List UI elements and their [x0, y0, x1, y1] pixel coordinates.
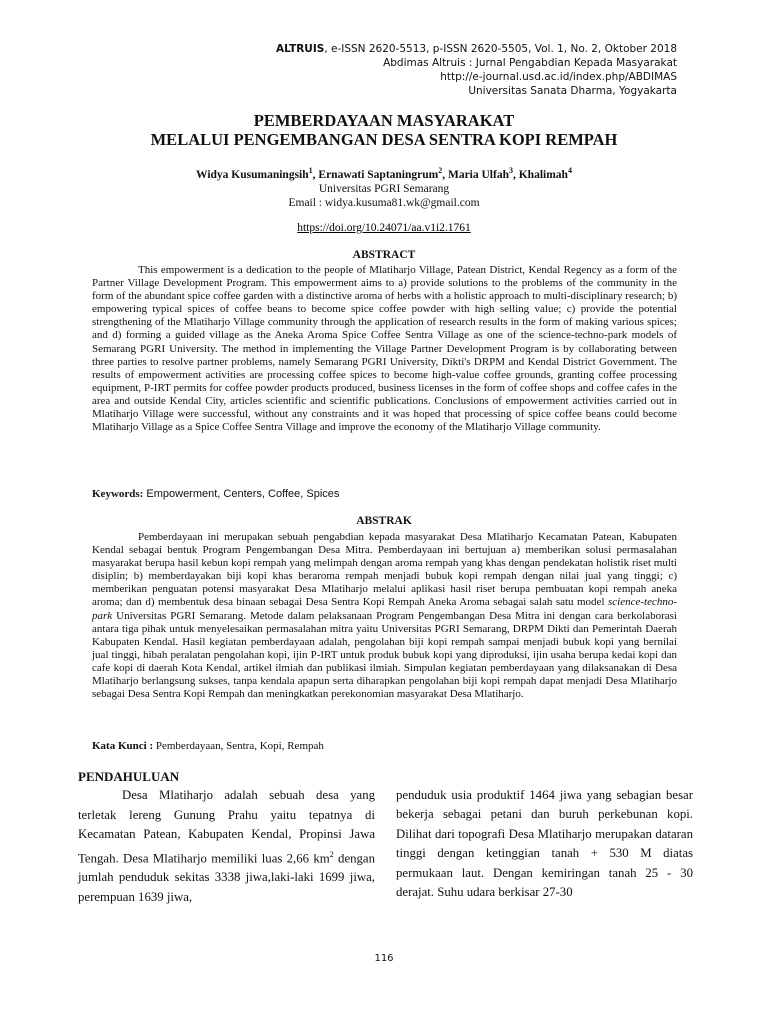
abstract-body: [92, 264, 677, 434]
abstract-heading: ABSTRACT: [352, 249, 416, 261]
keywords-line: [92, 488, 677, 500]
abstract-text: This empowerment is a dedication to the people of Mlatiharjo Village, Patean District, Kendal Regency as a form of the Partner Village Development Program. This empowerment aims to a) provide solutions to the problems of the community in the form of the abundant spice coffee garden with a distinctive aroma of herbs with a holistic approach to multi-disciplinary research; b) empowering typical spices of coffee beans to become spice coffee powder with high selling value; c) provide the potential strengthening of the Mlatiharjo Village community through the application of research results in the form of making various spices; and d) forming a guided village as the Aneka Aroma Spice Coffee Sentra Village as one of the science-techno-park models of Semarang PGRI University. The method in implementing the Village Partner Development Program is by collaborating between three parties to resolve partner problems, namely Semarang PGRI University, Dikti's DRPM and Kendal District Government. The results of empowerment activities are processing coffee spices to become high-value coffee grounds, granting coffee processing equipment, P-IRT permits for coffee powder products produced, business licenses in the form of coffee shops and coffee cafes in the area and outside Kendal City, articles scientific and scientific publications. Conclusions of empowerment activities carried out in Mlatiharjo Village were successful, without any constraints and it was hoped that processing of spice coffee beans could become Mlatiharjo Village as a Spice Coffee Sentra Village and improve the economy of the Mlatiharjo Village community.: [92, 264, 677, 434]
title-line-1: PEMBERDAYAAN MASYARAKAT: [253, 111, 515, 130]
abstrak-italic: science-techno-park: [92, 596, 677, 622]
journal-header: [276, 42, 677, 98]
email: Email : widya.kusuma81.wk@gmail.com: [288, 196, 480, 209]
author-names: [0, 164, 768, 182]
abstrak-text-1: Pemberdayaan ini merupakan sebuah pengabdian kepada masyarakat Desa Mlatiharjo Kecamatan Patean, Kabupaten Kendal sebagai bentuk Program Pengembangan Desa Mitra. Pemberdayaan ini bertujuan a) memberikan solusi permasalahan masyarakat berupa hasil kebun kopi rempah yang melimpah dengan aroma rempah yang khas dengan pendekatan holistik riset multi disiplin; b) memberdayakan biji kopi khas beraroma rempah menjadi bubuk kopi rempah dengan nilai jual yang tinggi; c) memberikan penguatan potensi masyarakat Desa Mlatiharjo melalui aplikasi hasil riset berupa pembuatan kopi rempah aneka aroma; dan d) membentuk desa binaan sebagai Desa Sentra Kopi Rempah Aneka Aroma sebagai salah satu model: [92, 531, 677, 609]
intro-right-text: penduduk usia produktif 1464 jiwa yang sebagian besar bekerja sebagai petani dan buruh perkebunan kopi. Dilihat dari topografi Desa Mlatiharjo merupakan dataran tinggi dengan ketinggian tanah + 530 M diatas permukaan laut. Dengan kemiringan tanah 25 - 30 derajat. Suhu udara berkisar 27-30: [396, 788, 693, 900]
author-4-sup: 4: [567, 166, 572, 175]
author-2-sup: 2: [438, 166, 443, 175]
page-number: 116: [374, 953, 394, 964]
paper-title: [0, 111, 768, 149]
journal-name: ALTRUIS: [275, 43, 325, 55]
author-3: , Maria Ulfah: [442, 168, 509, 181]
abstrak-text-2: Universitas PGRI Semarang. Metode dalam pelaksanaan Program Pengembangan Desa Mitra ini dengan cara berkolaborasi antara tiga pihak untuk menyelesaikan permasalahan mitra yaitu Universitas PGRI Semarang, DRPM Dikti dan Pemerintah Daerah Kabupaten Kendal. Hasil kegiatan pemberdayaan adalah, pengolahan biji kopi rempah sampai menjadi bubuk kopi yang bernilai jual tinggi, hibah peralatan pengolahan kopi, ijin P-IRT untuk produk bubuk kopi yang diproduksi, ijin usaha berupa kedai kopi dan cafe kopi di daerah Kota Kendal, artikel ilmiah dan publikasi ilmiah. Simpulan kegiatan pemberdayaan yang dilaksanakan di Desa Mlatiharjo berlangsung sukses, tanpa kendala apapun serta diharapkan pengolahan biji kopi rempah dapat menjadi Desa Mlatiharjo sebagai Desa Sentra Kopi Rempah dan meningkatkan perekonomian masyarakat Desa Mlatiharjo.: [92, 609, 677, 701]
kata-kunci-value: Pemberdayaan, Sentra, Kopi, Rempah: [153, 740, 324, 752]
doi-link[interactable]: https://doi.org/10.24071/aa.v1i2.1761: [297, 222, 471, 234]
intro-heading: PENDAHULUAN: [78, 769, 180, 784]
kata-kunci-label: Kata Kunci :: [92, 740, 154, 752]
author-1-sup: 1: [308, 166, 313, 175]
journal-citation: [276, 42, 677, 56]
journal-issn: , e-ISSN 2620-5513, p-ISSN 2620-5505, Vol. 1, No. 2, Oktober 2018: [324, 43, 677, 55]
keywords-value: Empowerment, Centers, Coffee, Spices: [143, 488, 340, 500]
intro-left-column: [78, 767, 375, 907]
author-2: , Ernawati Saptaningrum: [312, 168, 439, 181]
author-3-sup: 3: [508, 166, 513, 175]
author-1: Widya Kusumaningsih: [196, 168, 309, 181]
intro-left-sup: 2: [329, 849, 334, 859]
intro-left-part-1: Desa Mlatiharjo adalah sebuah desa yang terletak lereng Gunung Prahu yaitu tepatnya di Kecamatan Patean, Kabupaten Kendal, Propinsi Jawa Tengah. Desa Mlatiharjo memiliki luas 2,66 km: [78, 788, 375, 865]
journal-subtitle: Abdimas Altruis : Jurnal Pengabdian Kepada Masyarakat: [383, 57, 677, 69]
intro-left-text: [78, 786, 375, 907]
intro-right-column: [396, 786, 693, 902]
affiliation: Universitas PGRI Semarang: [318, 182, 450, 195]
abstrak-heading: ABSTRAK: [356, 515, 412, 527]
journal-url[interactable]: http://e-journal.usd.ac.id/index.php/ABDIMAS: [440, 71, 677, 83]
kata-kunci-line: [92, 740, 677, 752]
author-4: , Khalimah: [512, 168, 568, 181]
doi-line: [0, 222, 768, 234]
journal-publisher: Universitas Sanata Dharma, Yogyakarta: [468, 85, 677, 97]
abstrak-body: [92, 531, 677, 701]
author-block: [0, 164, 768, 210]
intro-left-part-2: dengan jumlah penduduk sekitas 3338 jiwa,laki-laki 1699 jiwa, perempuan 1639 jiwa,: [78, 850, 376, 904]
keywords-label: Keywords:: [92, 488, 144, 500]
title-line-2: MELALUI PENGEMBANGAN DESA SENTRA KOPI REMPAH: [150, 130, 618, 149]
